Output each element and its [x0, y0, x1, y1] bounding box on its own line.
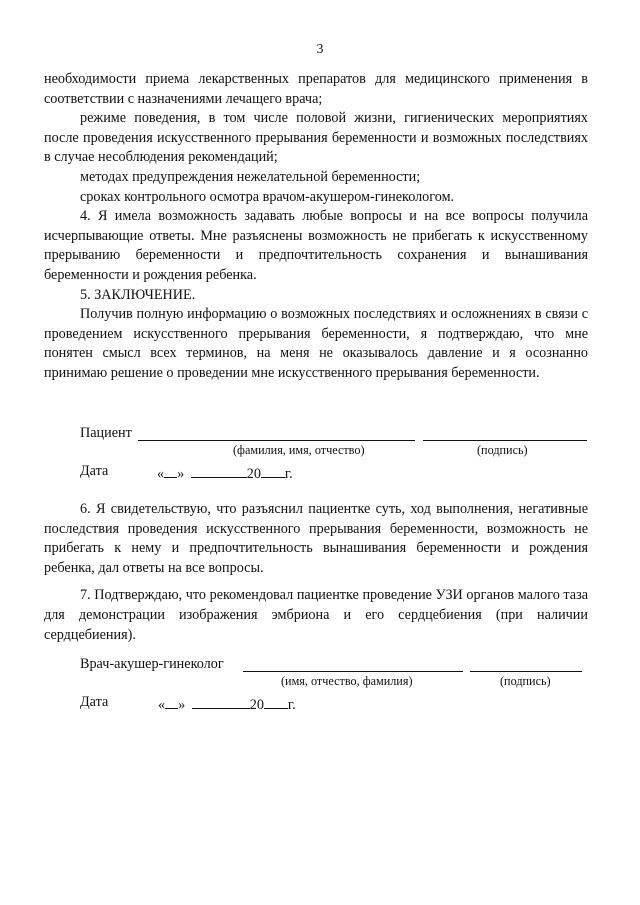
- doctor-name-line[interactable]: [243, 671, 463, 672]
- year-suffix: г.: [284, 466, 293, 482]
- doctor-signature-line[interactable]: [470, 671, 582, 672]
- paragraph: сроках контрольного осмотра врачом-акушером-гинекологом.: [80, 188, 455, 205]
- quote-open: «: [157, 466, 165, 482]
- doctor-date-field[interactable]: [158, 694, 296, 714]
- body-text-top: [44, 70, 588, 384]
- quote-close: »: [177, 466, 185, 482]
- patient-date-label: Дата: [80, 463, 109, 479]
- paragraph: Получив полную информацию о возможных последствиях и осложнениях в связи с проведением искусственного прерывания беременности, я подтверждаю, что мне понятен смысл всех терминов, на меня не оказывалось давление и я осознанно принимаю решение о проведении мне искусственного прерывания беременности.: [44, 306, 588, 381]
- patient-name-line[interactable]: [138, 440, 415, 441]
- day-blank[interactable]: [164, 463, 177, 478]
- body-text-bottom: [44, 500, 588, 645]
- patient-signature-line[interactable]: [423, 440, 587, 441]
- month-blank[interactable]: [192, 694, 250, 709]
- patient-label: Пациент: [80, 425, 132, 441]
- quote-open: «: [158, 697, 166, 713]
- quote-close: »: [178, 697, 186, 713]
- patient-date-field[interactable]: [157, 463, 293, 483]
- year-suffix: г.: [287, 697, 296, 713]
- year-prefix: 20: [249, 697, 264, 713]
- patient-name-caption: (фамилия, имя, отчество): [233, 443, 365, 457]
- paragraph: 6. Я свидетельствую, что разъяснил пациентке суть, ход выполнения, негативные последствия проведения искусственного прерывания беременности, возможность не прибегать к нему и предпочтительность вынашивания беременности и рождения ребенка, дал ответы на все вопросы.: [44, 501, 588, 576]
- paragraph: необходимости приема лекарственных препаратов для медицинского применения в соответствии с назначениями лечащего врача;: [44, 71, 588, 107]
- doctor-label: Врач-акушер-гинеколог: [80, 656, 224, 672]
- paragraph: режиме поведения, в том числе половой жизни, гигиенических мероприятиях после проведения искусственного прерывания беременности и возможных последствиях в случае несоблюдения рекомендаций;: [44, 110, 588, 166]
- day-blank[interactable]: [165, 694, 178, 709]
- year-blank[interactable]: [264, 694, 288, 709]
- month-blank[interactable]: [191, 463, 247, 478]
- year-blank[interactable]: [261, 463, 285, 478]
- patient-signature-caption: (подпись): [477, 443, 528, 457]
- page-number: 3: [316, 42, 324, 57]
- year-prefix: 20: [246, 466, 261, 482]
- doctor-date-label: Дата: [80, 694, 109, 710]
- paragraph: 4. Я имела возможность задавать любые вопросы и на все вопросы получила исчерпывающие ответы. Мне разъяснены возможность не прибегать к искусственному прерыванию беременности и предпочтительность сохранения и вынашивания беременности и рождения ребенка.: [44, 208, 588, 283]
- paragraph: методах предупреждения нежелательной беременности;: [80, 168, 421, 185]
- doctor-signature-caption: (подпись): [500, 674, 551, 688]
- section-heading: 5. ЗАКЛЮЧЕНИЕ.: [80, 286, 196, 303]
- doctor-name-caption: (имя, отчество, фамилия): [281, 674, 413, 688]
- paragraph: 7. Подтверждаю, что рекомендовал пациентке проведение УЗИ органов малого таза для демонстрации изображения эмбриона и его сердцебиения (при наличии сердцебиения).: [44, 587, 588, 643]
